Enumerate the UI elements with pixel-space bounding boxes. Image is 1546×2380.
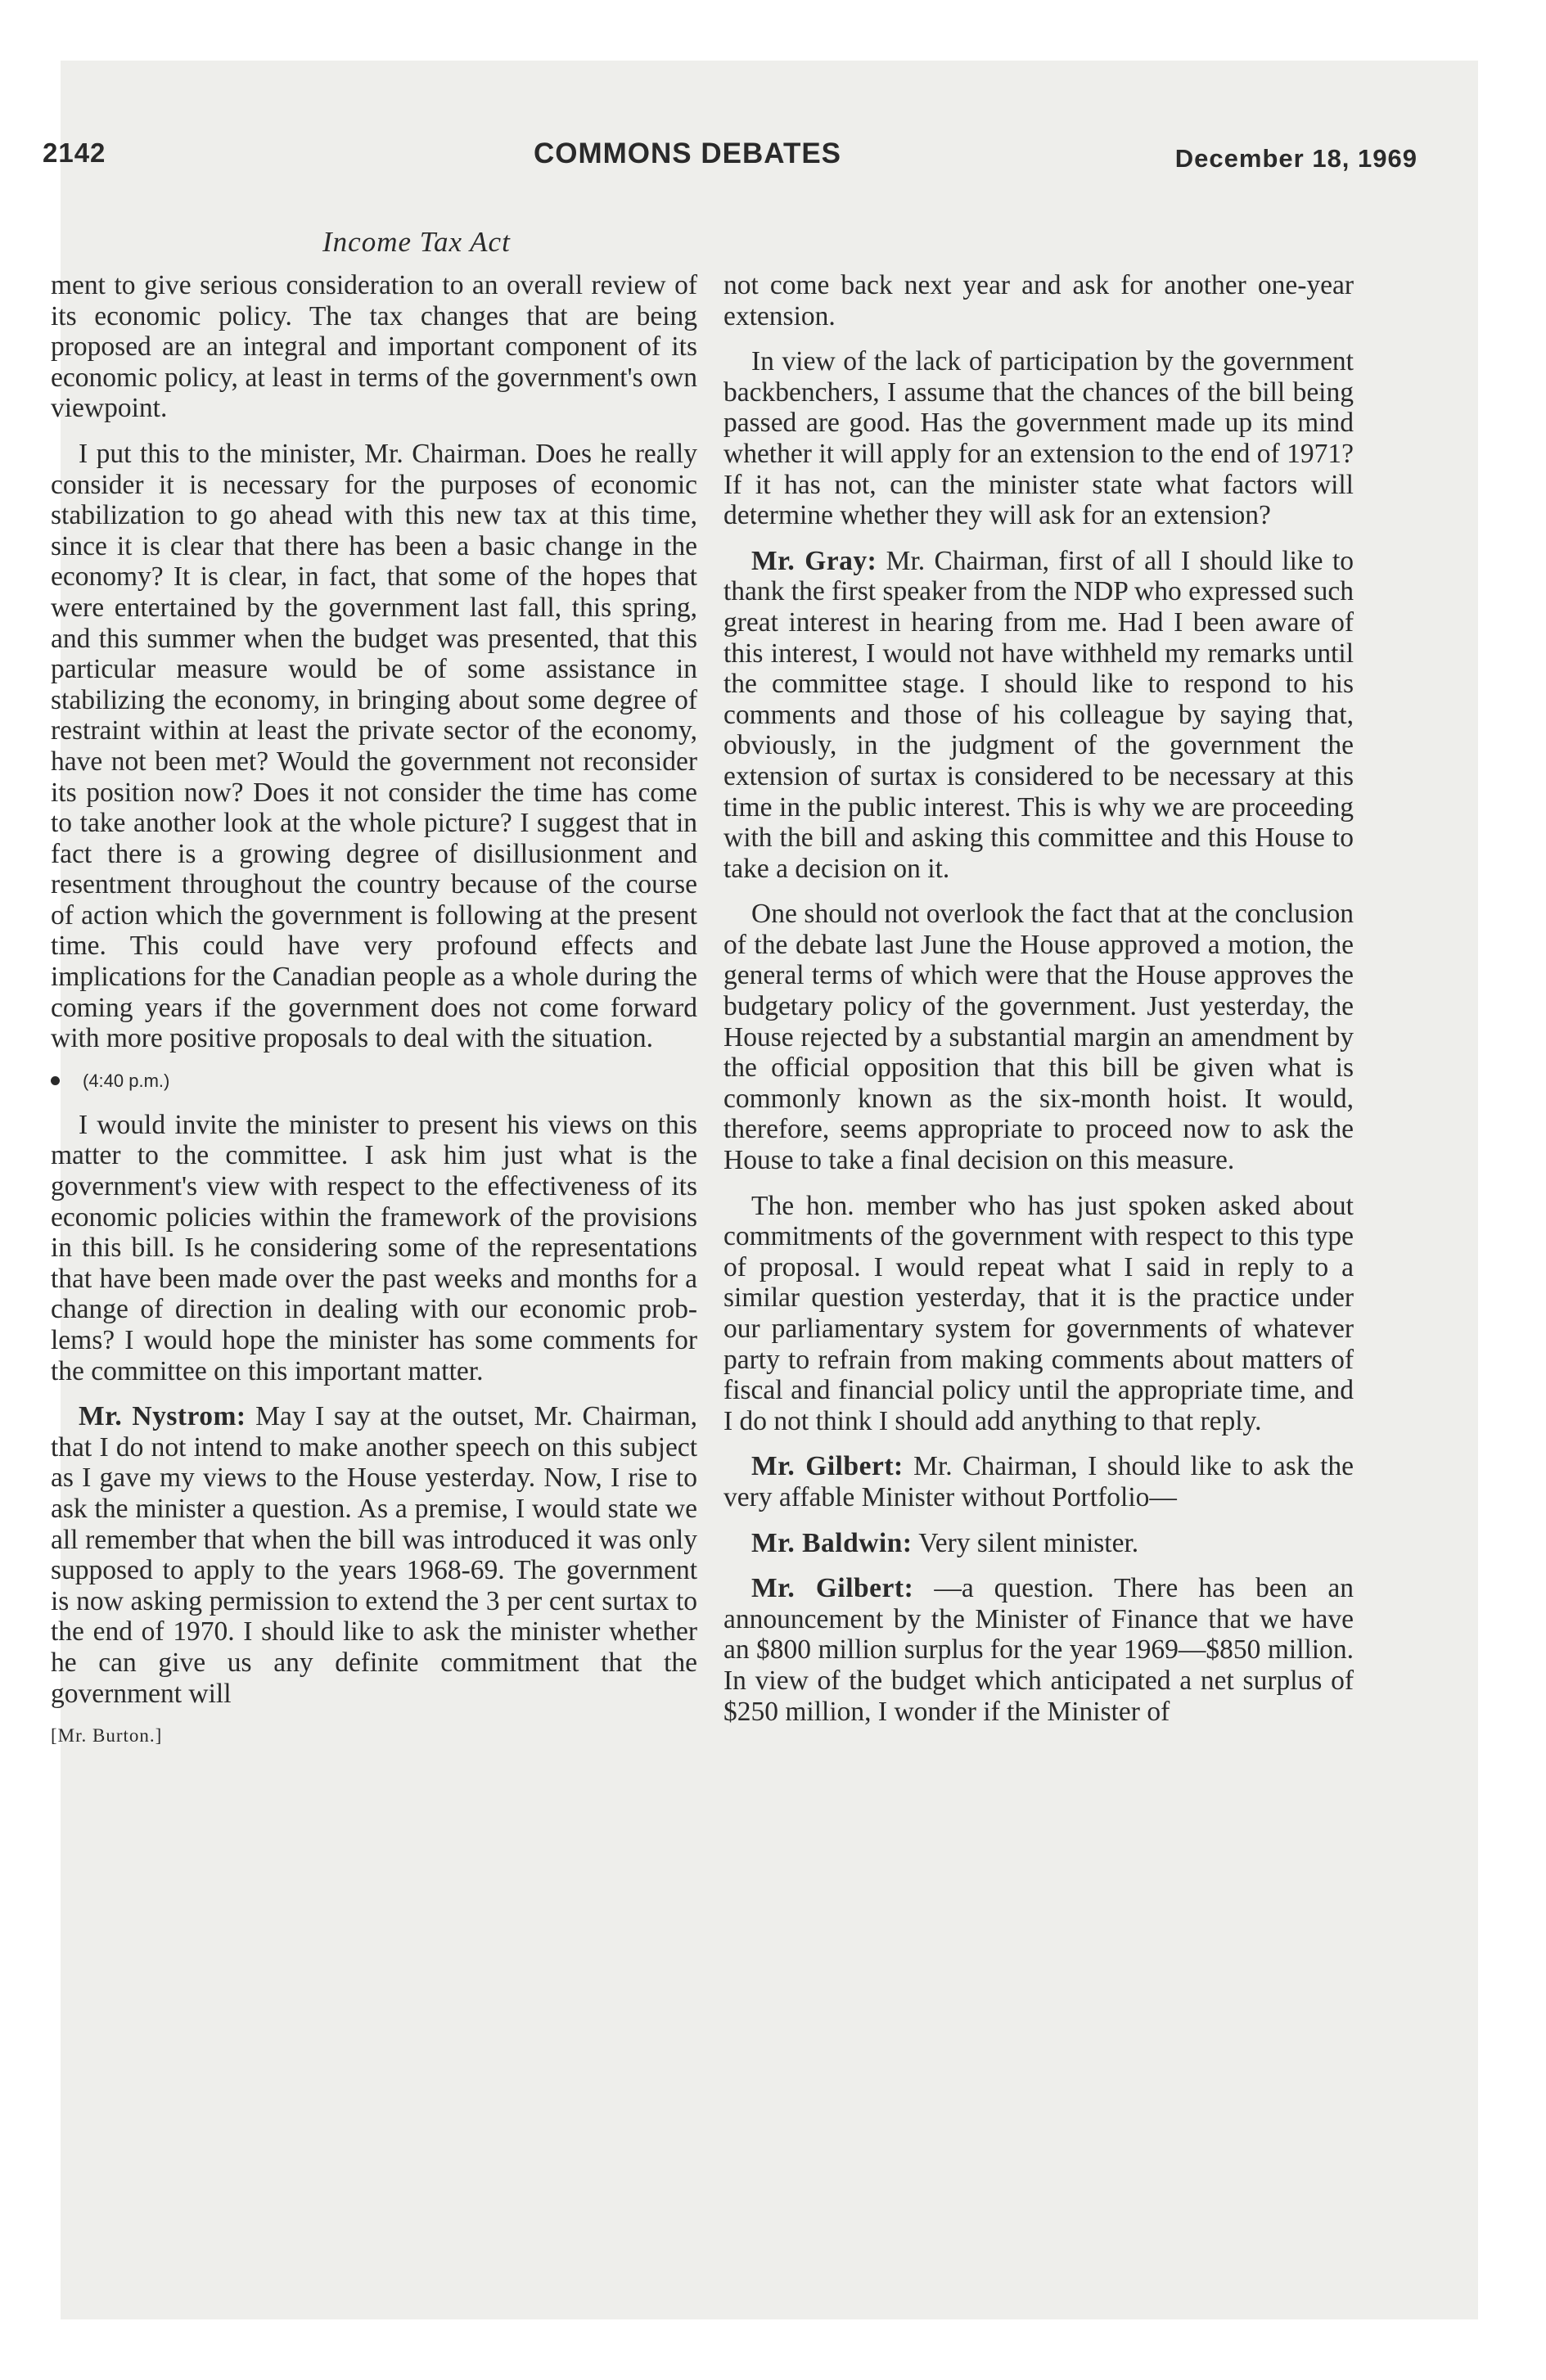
paragraph: I put this to the minister, Mr. Chairman. Does he really consider it is necessary for the purposes of economic stabilization to go ahead with this new tax at this time, since it is clear that there has been a basic change in the economy? It is clear, in fact, that some of the hopes that were entertained by the government last fall, this spring, and this summer when the budget was presented, that this particular measure would be of some assistance in stabilizing the economy, in bringing about some degree of restraint within at least the private sector of the economy, have not been met? Would the government not reconsider its position now? Does it not consider the time has come to take another look at the whole picture? I suggest that in fact there is a growing degree of disillusionment and resentment throughout the country because of the course of action which the government is following at the present time. This could have very profound effects and implications for the Canadian people as a whole during the coming years if the government does not come forward with more positive proposals to deal with the situation. [51, 438, 697, 1054]
speech-text: Mr. Chairman, first of all I should like to thank the first speaker from the NDP who expressed such great interest in hearing from me. Had I been aware of this interest, I would not have withheld my remarks until the committee stage. I should like to respond to his comments and those of his colleague by saying that, obviously, in the judgment of the government the extension of surtax is considered to be necessary at this time in the public interest. This is why we are proceeding with the bill and asking this committee and this House to take a decision on it. [723, 545, 1354, 884]
paragraph: not come back next year and ask for another one-year extension. [723, 270, 1354, 331]
running-head: Income Tax Act [322, 226, 511, 258]
speech-text: Very silent minister. [912, 1527, 1139, 1558]
paragraph: ment to give serious consideration to an overall review of its economic policy. The tax changes that are being proposed are an integral and important component of its economic policy, at least in terms of the government's own viewpoint. [51, 270, 697, 424]
speech-paragraph [723, 1451, 1354, 1512]
speech-paragraph [51, 1401, 697, 1709]
speaker-name: Mr. Gilbert: [751, 1573, 914, 1604]
speech-text: May I say at the outset, Mr. Chairman, that I do not intend to make another speech on this subject as I gave my views to the House yesterday. Now, I rise to ask the minister a question. As a premise, I would state we all remember that when the bill was introduced it was only supposed to apply to the years 1968-69. The government is now asking permission to extend the 3 per cent surtax to the end of 1970. I should like to ask the minister whether he can give us any definite commitment that the government will [51, 1401, 697, 1709]
paragraph: I would invite the minister to present his views on this matter to the committee. I ask him just what is the government's view with respect to the effectiveness of its economic policies within the framework of the provisions in this bill. Is he considering some of the representations that have been made over the past weeks and months for a change of direction in dealing with our economic problems? I would hope the minister has some comments for the committee on this important matter. [51, 1109, 697, 1386]
time-stamp-text: (4:40 p.m.) [83, 1070, 170, 1091]
debate-date: December 18, 1969 [1174, 144, 1418, 173]
speech-text: —a question. There has been an announcement by the Minister of Finance that we have an $800 million surplus for the year 1969—$850 million. In view of the budget which anticipated a net surplus of $250 million, I wonder if the Minister of [723, 1573, 1354, 1727]
publication-title: COMMONS DEBATES [534, 137, 842, 169]
speaker-name: Mr. Baldwin: [751, 1527, 913, 1558]
speech-text: Mr. Chairman, I should like to ask the very affable Minister without Portfolio— [723, 1451, 1354, 1512]
paragraph: The hon. member who has just spoken asked about commitments of the government with respect to this type of proposal. I would repeat what I said in reply to a similar question yesterday, that it is the practice under our parliamentary system for governments of whatever party to refrain from making comments about matters of fiscal and financial policy until the appropriate time, and I do not think I should add anything to that reply. [723, 1190, 1354, 1436]
paragraph: One should not overlook the fact that at the conclusion of the debate last June the House approved a motion, the general terms of which were that the House approves the budgetary policy of the government. Just yesterday, the House rejected by a substantial margin an amendment by the official opposition that this bill be given what is commonly known as the six-month hoist. It would, therefore, seems appropriate to proceed now to ask the House to take a final decision on this measure. [723, 899, 1354, 1176]
speech-paragraph [723, 1528, 1354, 1559]
bullet-icon [51, 1076, 60, 1085]
left-column [51, 270, 697, 1748]
speaker-attribution: [Mr. Burton.] [51, 1725, 163, 1747]
right-column [723, 270, 1354, 1742]
speech-paragraph [723, 1573, 1354, 1727]
speaker-name: Mr. Gray: [751, 545, 877, 576]
time-stamp [51, 1069, 697, 1093]
page-number: 2142 [43, 137, 106, 168]
speaker-name: Mr. Nystrom: [79, 1401, 246, 1432]
speech-paragraph [723, 546, 1354, 885]
speaker-name: Mr. Gilbert: [751, 1451, 904, 1482]
paragraph: In view of the lack of participation by the government backbenchers, I assume that the chances of the bill being passed are good. Has the government made up its mind whether it will apply for an extension to the end of 1971? If it has not, can the minister state what factors will determine whether they will ask for an extension? [723, 346, 1354, 531]
page-header [43, 137, 1418, 187]
